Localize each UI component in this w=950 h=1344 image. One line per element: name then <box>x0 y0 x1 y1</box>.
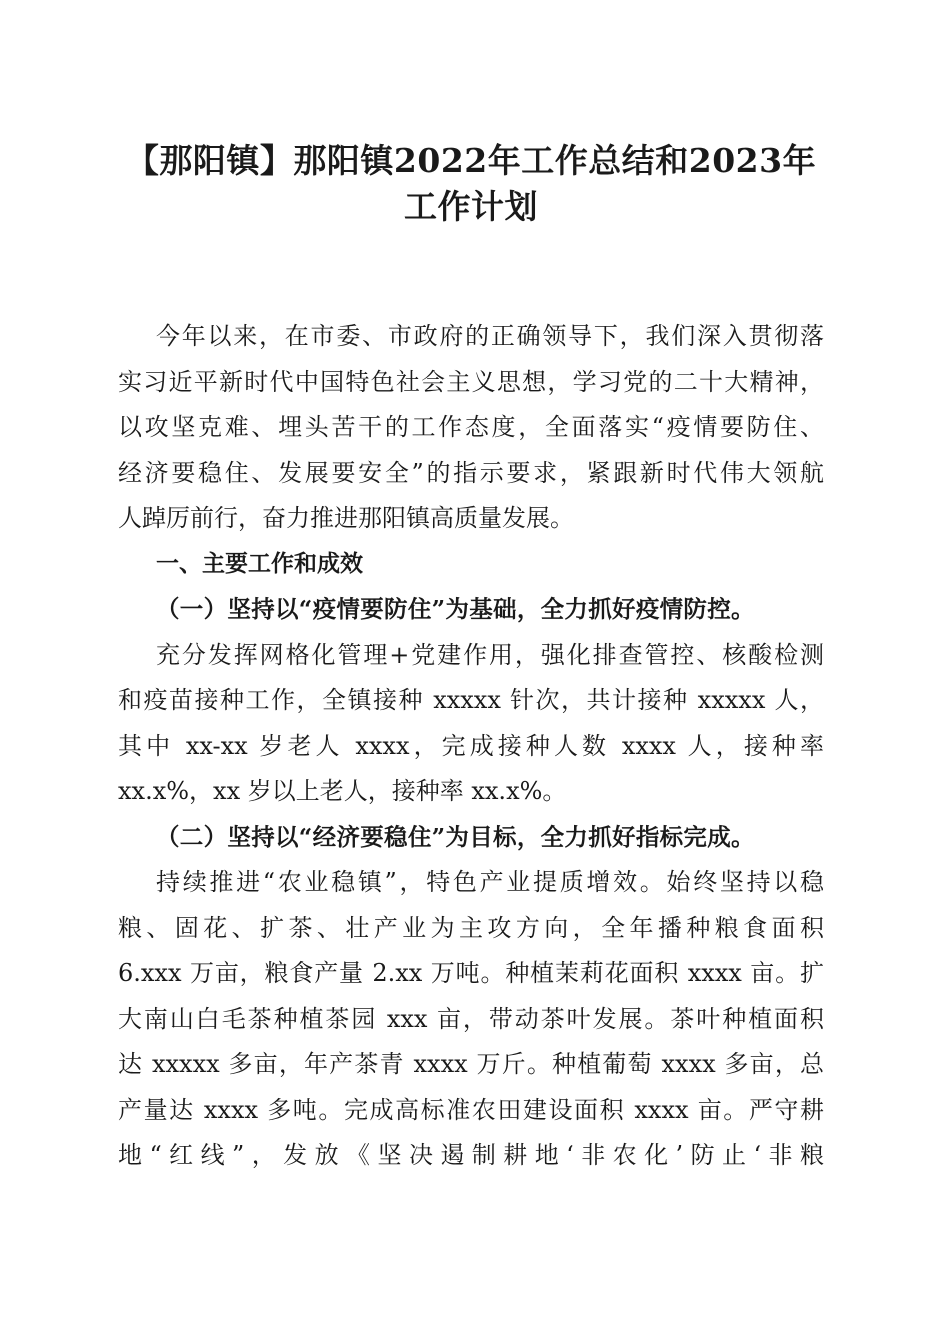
paragraph-line: 充分发挥网格化管理+党建作用，强化排查管控、核酸检测 <box>156 640 824 669</box>
section-heading: 一、主要工作和成效 <box>156 550 363 577</box>
document-title <box>118 138 824 230</box>
paragraph-line: 6.xxx 万亩，粮食产量 2.xx 万吨。种植茉莉花面积 xxxx 亩。扩 <box>118 959 824 987</box>
subsection-heading: （一）坚持以“疫情要防住”为基础，全力抓好疫情防控。 <box>156 595 755 623</box>
paragraph-line: 其中 xx-xx 岁老人 xxxx，完成接种人数 xxxx 人，接种率 <box>118 731 824 760</box>
paragraph-line: 粮、固花、扩茶、壮产业为主攻方向，全年播种粮食面积 <box>118 913 824 942</box>
paragraph-line: 大南山白毛茶种植茶园 xxx 亩，带动茶叶发展。茶叶种植面积 <box>118 1004 824 1033</box>
intro-line: 人踔厉前行，奋力推进那阳镇高质量发展。 <box>118 504 574 532</box>
title-line-2: 工作计划 <box>404 187 538 226</box>
intro-line: 今年以来，在市委、市政府的正确领导下，我们深入贯彻落 <box>156 322 824 350</box>
paragraph-line: 地“红线”，发放《坚决遏制耕地‘非农化’防止‘非粮 <box>118 1141 824 1169</box>
paragraph-line: 和疫苗接种工作，全镇接种 xxxxx 针次，共计接种 xxxxx 人， <box>118 686 824 714</box>
paragraph-line: 达 xxxxx 多亩，年产茶青 xxxx 万斤。种植葡萄 xxxx 多亩，总 <box>118 1050 824 1078</box>
intro-line: 实习近平新时代中国特色社会主义思想，学习党的二十大精神， <box>118 367 824 396</box>
intro-line: 以攻坚克难、埋头苦干的工作态度，全面落实“疫情要防住、 <box>118 413 824 441</box>
paragraph-line: xx.x%，xx 岁以上老人，接种率 xx.x%。 <box>118 777 567 805</box>
paragraph-line: 持续推进“农业稳镇”，特色产业提质增效。始终坚持以稳 <box>156 868 824 896</box>
title-line-1: 【那阳镇】那阳镇2022年工作总结和2023年 <box>125 141 817 180</box>
document-page <box>118 138 824 1179</box>
subsection-heading: （二）坚持以“经济要稳住”为目标，全力抓好指标完成。 <box>156 822 755 851</box>
paragraph-line: 产量达 xxxx 多吨。完成高标准农田建设面积 xxxx 亩。严守耕 <box>118 1095 824 1124</box>
intro-line: 经济要稳住、发展要安全”的指示要求，紧跟新时代伟大领航 <box>118 458 824 487</box>
document-body <box>118 314 824 1179</box>
